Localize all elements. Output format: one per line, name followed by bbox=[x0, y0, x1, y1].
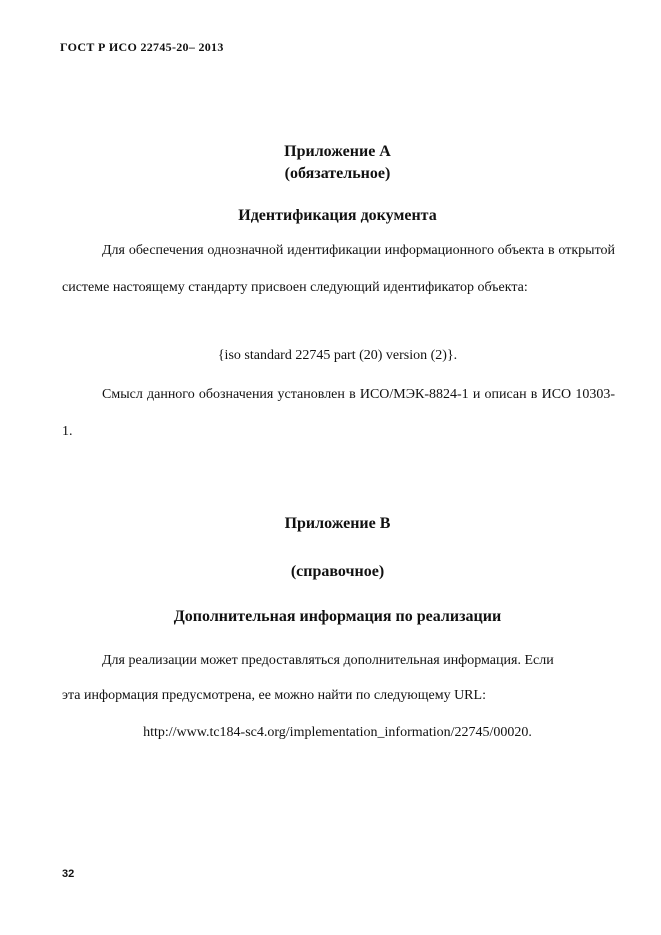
page-number: 32 bbox=[62, 868, 75, 880]
appendix-b-title: Приложение В bbox=[284, 515, 391, 532]
appendix-a-title: Приложение А bbox=[284, 143, 391, 160]
appendix-a-paragraph-2: Смысл данного обозначения установлен в ИСО/МЭК-8824-1 и описан в ИСО 10303-1. bbox=[62, 387, 615, 439]
appendix-a-status: (обязательное) bbox=[284, 165, 391, 182]
standard-designation: ГОСТ Р ИСО 22745-20– 2013 bbox=[60, 40, 224, 54]
appendix-b-paragraph-line-2: эта информация предусмотрена, ее можно найти по следующему URL: bbox=[62, 688, 486, 703]
object-identifier: {iso standard 22745 part (20) version (2)}. bbox=[217, 348, 458, 363]
appendix-a-heading: Идентификация документа bbox=[238, 207, 437, 224]
implementation-url[interactable]: http://www.tc184-sc4.org/implementation_information/22745/00020. bbox=[143, 725, 532, 740]
appendix-a-paragraph-1: Для обеспечения однозначной идентификации информационного объекта в открытой системе настоящему стандарту присвоен следующий идентификатор объекта: bbox=[62, 243, 615, 295]
appendix-b-heading: Дополнительная информация по реализации bbox=[173, 608, 502, 625]
appendix-b-status: (справочное) bbox=[290, 563, 385, 580]
appendix-b-paragraph-line-1: Для реализации может предоставляться дополнительная информация. Если bbox=[102, 653, 554, 668]
